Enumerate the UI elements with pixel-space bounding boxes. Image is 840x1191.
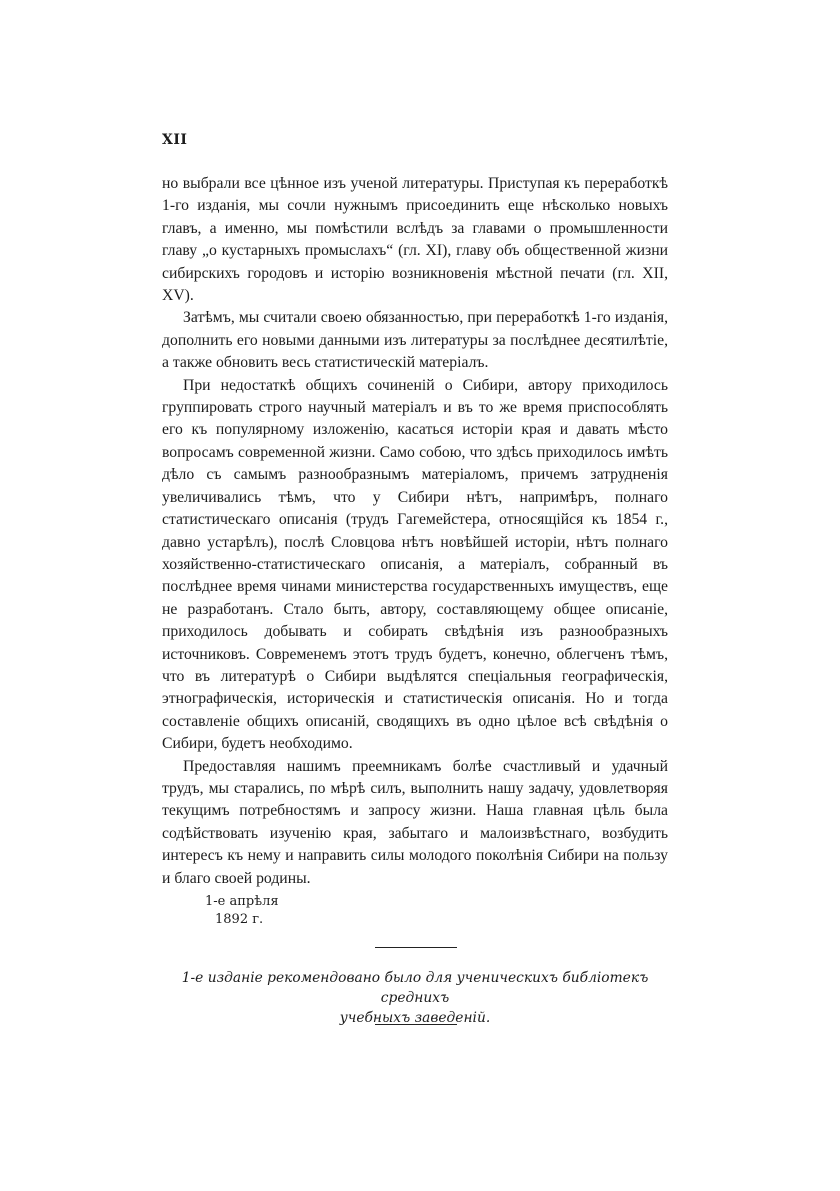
year-line: 1892 г. (215, 912, 264, 927)
paragraph-3: При недостаткѣ общихъ сочиненій о Сибири, автору приходилось группировать строго научный матеріалъ и въ то же время приспособлять его къ популярному изложенію, касаться исторіи края и давать мѣсто вопросамъ современной жизни. Само собою, что здѣсь приходилось имѣть дѣло съ самымъ разнообразнымъ матеріаломъ, причемъ затрудненія увеличивались тѣмъ, что у Сибири нѣтъ, напримѣръ, полнаго статистическаго описанія (трудъ Гагемейстера, относящійся къ 1854 г., давно устарѣлъ), послѣ Словцова нѣтъ новѣйшей исторіи, нѣтъ полнаго хозяйственно-статистическаго описанія, а матеріалъ, собранный въ послѣднее время чинами министерства государственныхъ имуществъ, еще не разработанъ. Стало быть, автору, составляющему общее описаніе, приходилось добывать и собирать свѣдѣнія изъ разнообразныхъ источниковъ. Современемъ этотъ трудъ будетъ, конечно, облегченъ тѣмъ, что въ литературѣ о Сибири выдѣлятся спеціальныя географическія, этнографическія, историческія и статистическія описанія. Но и тогда составленіе общихъ описаній, сводящихъ въ одно цѣлое всѣ свѣдѣнія о Сибири, будетъ необходимо. (162, 376, 668, 753)
paragraph-2: Затѣмъ, мы считали своею обязанностью, при переработкѣ 1-го изданія, дополнить его новыми данными изъ литературы за послѣднее десятилѣтіе, а также обновить весь статистическій матеріалъ. (162, 309, 668, 372)
paragraph-1: но выбрали все цѣнное изъ ученой литературы. Приступая къ переработкѣ 1-го изданія, мы сочли нужнымъ присоединить еще нѣсколько новыхъ главъ, а именно, мы помѣстили вслѣдъ за главами о промышленности главу „о кустарныхъ промыслахъ“ (гл. XI), главу объ общественной жизни сибирскихъ городовъ и исторію возникновенія мѣстной печати (гл. XII, XV). (162, 175, 668, 305)
page-number: XII (162, 132, 188, 148)
divider-top (375, 947, 457, 948)
footnote-line-2: учебныхъ заведеній. (339, 1010, 491, 1026)
date-line: 1-е апрѣля (205, 894, 279, 909)
signature-date (205, 893, 279, 929)
footnote (162, 968, 668, 1028)
footnote-line-1: 1-е изданіе рекомендовано было для ученическихъ библіотекъ среднихъ (181, 970, 649, 1006)
divider-bottom (375, 1024, 457, 1025)
paragraph-4: Предоставляя нашимъ преемникамъ болѣе счастливый и удачный трудъ, мы старались, по мѣрѣ силъ, выполнить нашу задачу, удовлетворяя текущимъ потребностямъ и запросу жизни. Наша главная цѣль была содѣйствовать изученію края, забытаго и малоизвѣстнаго, возбудить интересъ къ нему и направить силы молодого поколѣнія Сибири на пользу и благо своей родины. (162, 757, 668, 887)
main-text (162, 173, 668, 890)
